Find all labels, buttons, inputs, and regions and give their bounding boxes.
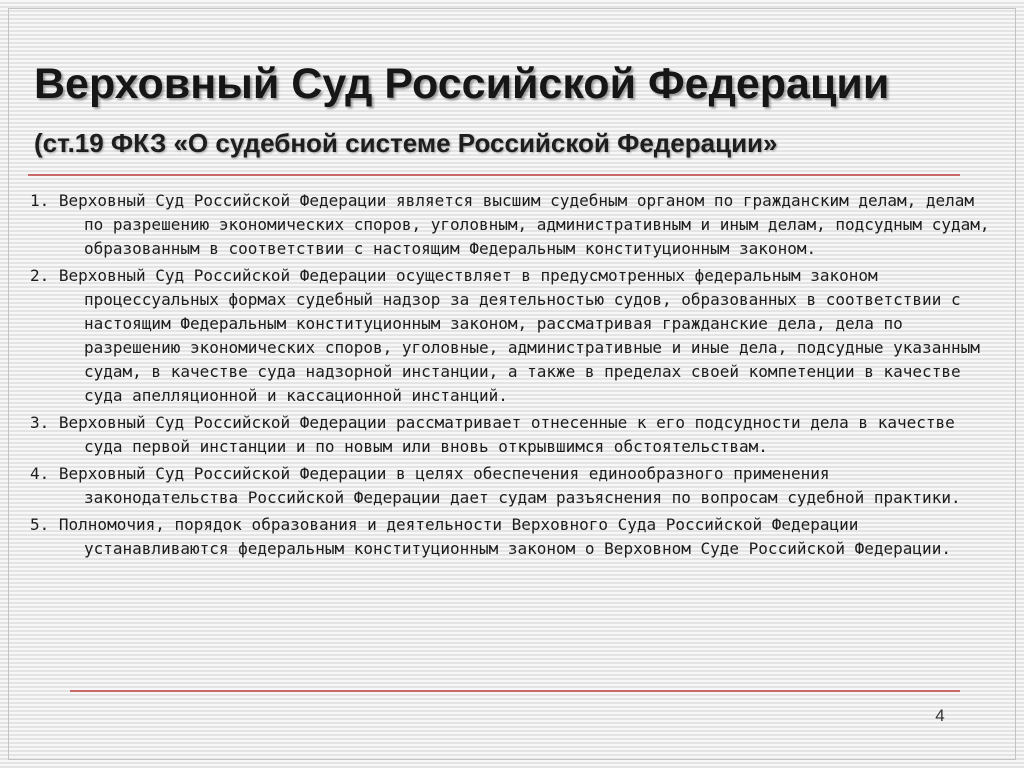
paragraph-4: 4. Верховный Суд Российской Федерации в целях обеспечения единообразного применения законодательства Российской Федерации дает судам разъяснения по вопросам судебной практики. [30,464,961,507]
top-divider [28,174,960,176]
slide-number: 4 [935,706,945,725]
bottom-divider [70,690,960,692]
paragraph-3: 3. Верховный Суд Российской Федерации рассматривает отнесенные к его подсудности дела в качестве суда первой инстанции и по новым или вновь открывшимся обстоятельствам. [30,413,955,456]
paragraph-1: 1. Верховный Суд Российской Федерации является высшим судебным органом по гражданским делам, делам по разрешению экономических споров, уголовным, административным и иным делам, подсудным судам, образованным в соответствии с настоящим Федеральным конституционным законом. [30,191,990,258]
slide-title: Верховный Суд Российской Федерации [34,60,890,108]
slide-body [30,189,990,564]
slide-subtitle: (ст.19 ФКЗ «О судебной системе Российской Федерации» [34,128,778,158]
paragraph-2: 2. Верховный Суд Российской Федерации осуществляет в предусмотренных федеральным законом процессуальных формах судебный надзор за деятельностью судов, образованных в соответствии с настоящим Федеральным конституционным законом, рассматривая гражданские дела, дела по разрешению экономических споров, уголовные, административные и иные дела, подсудные указанным судам, в качестве суда надзорной инстанции, а также в пределах своей компетенции в качестве суда апелляционной и кассационной инстанций. [30,266,980,405]
paragraph-5: 5. Полномочия, порядок образования и деятельности Верховного Суда Российской Федерации устанавливаются федеральным конституционным законом о Верховном Суде Российской Федерации. [30,515,951,558]
